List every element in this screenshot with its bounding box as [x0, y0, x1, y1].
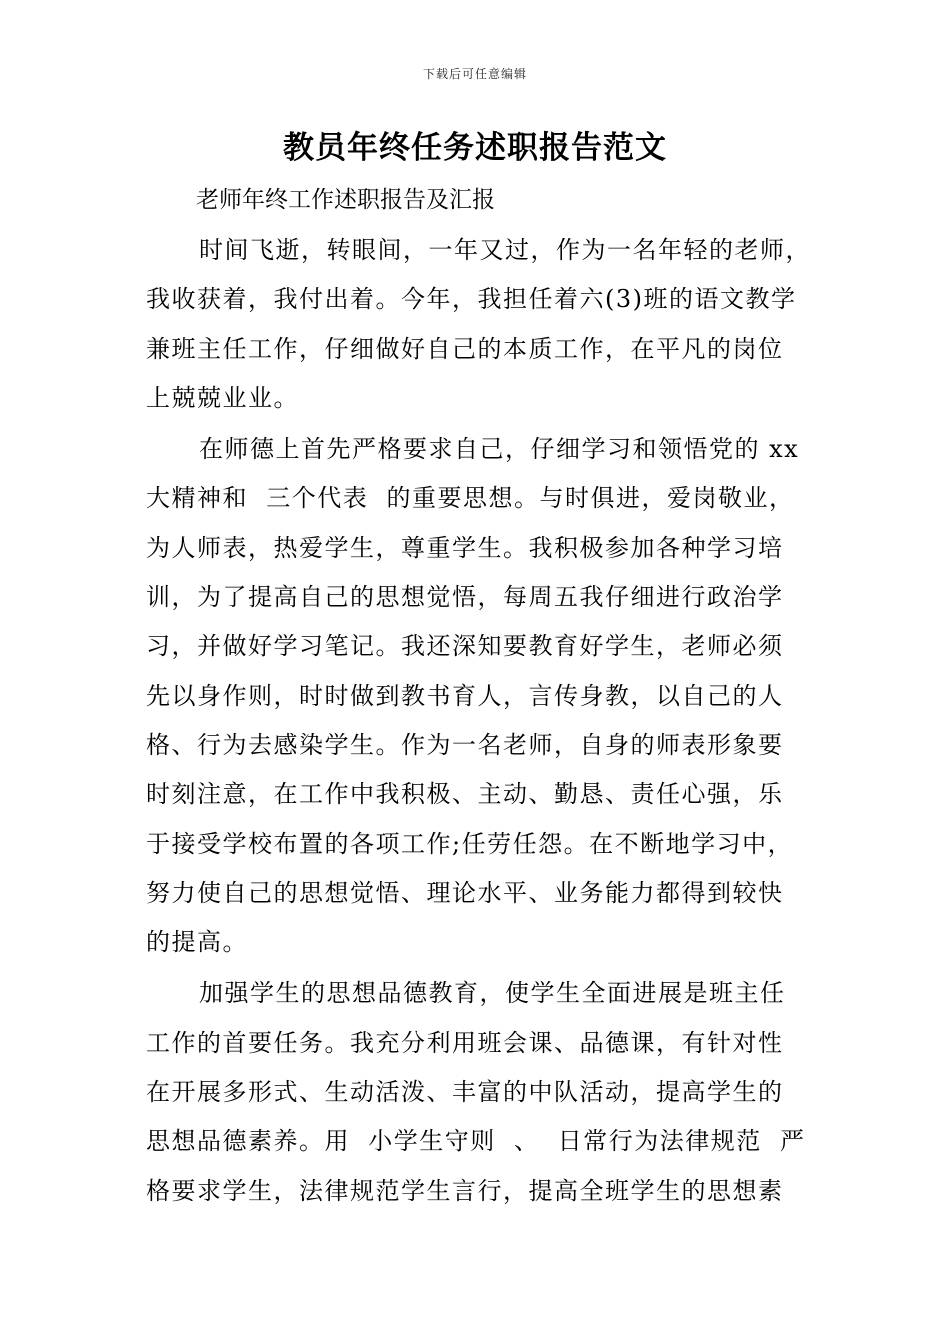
text-line: 时间飞逝，转眼间，一年又过，作为一名年轻的老师，: [199, 236, 811, 264]
text-line: 训，为了提高自己的思想觉悟，每周五我仔细进行政治学: [146, 583, 784, 612]
text-line: 在师德上首先严格要求自己，仔细学习和领悟党的 xx: [199, 435, 800, 464]
text-line: 格要求学生，法律规范学生言行，提高全班学生的思想素: [146, 1176, 784, 1205]
text-line: 在开展多形式、生动活泼、丰富的中队活动，提高学生的: [146, 1078, 784, 1107]
text-line: 我收获着，我付出着。今年，我担任着六(3)班的语文教学: [146, 285, 797, 314]
text-line: 为人师表，热爱学生，尊重学生。我积极参加各种学习培: [146, 533, 784, 562]
text-line: 思想品德素养。用 小学生守则 、 日常行为法律规范 严: [146, 1127, 806, 1156]
document-body: [146, 226, 826, 1218]
text-line: 上兢兢业业。: [146, 383, 299, 412]
text-line: 时刻注意，在工作中我积极、主动、勤恳、责任心强，乐: [146, 780, 784, 809]
paragraph-2: [146, 425, 826, 967]
text-line: 兼班主任工作，仔细做好自己的本质工作，在平凡的岗位: [146, 334, 784, 363]
text-line: 大精神和 三个代表 的重要思想。与时俱进，爱岗敬业，: [146, 484, 795, 513]
header-note: 下载后可任意编辑: [422, 67, 527, 81]
text-line: 工作的首要任务。我充分利用班会课、品德课，有针对性: [146, 1028, 784, 1057]
text-line: 的提高。: [146, 928, 248, 957]
paragraph-3: [146, 969, 826, 1215]
text-line: 加强学生的思想品德教育，使学生全面进展是班主任: [199, 979, 786, 1008]
text-line: 先以身作则，时时做到教书育人，言传身教，以自己的人: [146, 681, 784, 710]
paragraph-1: [146, 226, 826, 423]
text-line: 格、行为去感染学生。作为一名老师，自身的师表形象要: [146, 730, 784, 759]
text-line: 习，并做好学习笔记。我还深知要教育好学生，老师必须: [146, 632, 784, 661]
document-title: 教员年终任务述职报告范文: [283, 130, 667, 166]
text-line: 努力使自己的思想觉悟、理论水平、业务能力都得到较快: [146, 878, 784, 907]
document-subtitle: 老师年终工作述职报告及汇报: [196, 187, 495, 213]
text-line: 于接受学校布置的各项工作;任劳任怨。在不断地学习中，: [146, 829, 794, 858]
